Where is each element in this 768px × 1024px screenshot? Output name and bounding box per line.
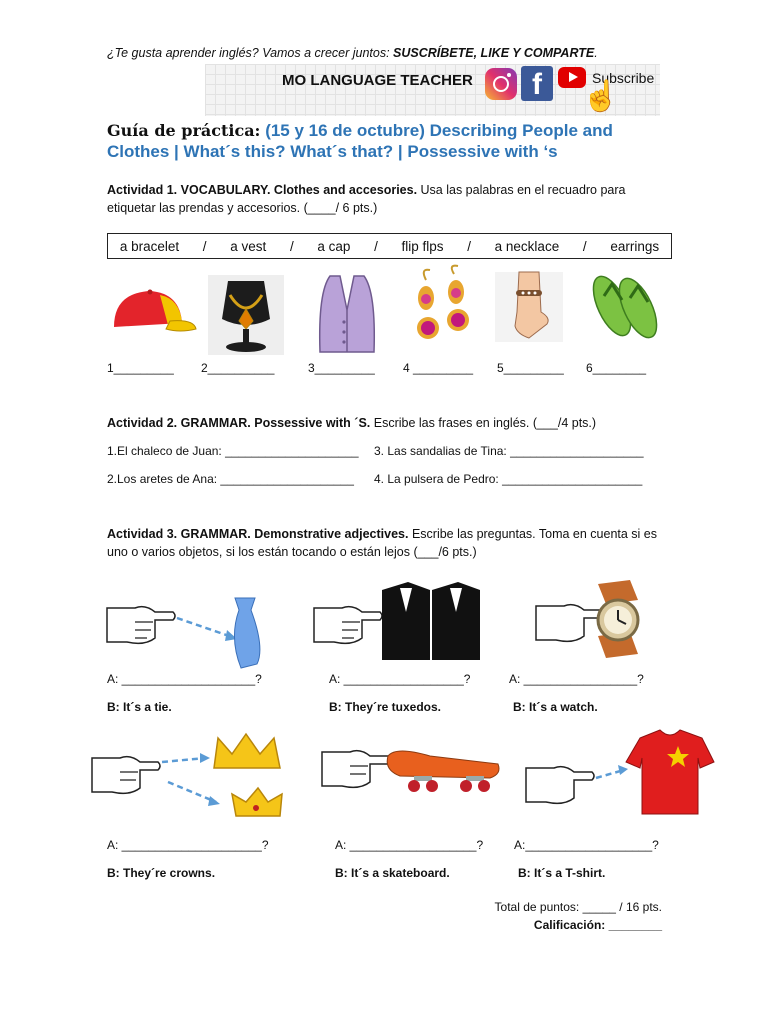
activity1-text: Usa las palabras en el recuadro para etiquetar las prendas y accesorios. (____/ 6 pts.) — [107, 183, 626, 215]
pointing-hand-icon — [107, 607, 175, 644]
word-bank-separator: / — [289, 238, 294, 254]
pointing-crowns-image — [90, 732, 300, 830]
vest-image — [314, 272, 380, 358]
subscribe-link[interactable]: Subscribe — [592, 70, 655, 86]
promo-cta: SUSCRÍBETE, LIKE Y COMPARTE — [393, 46, 595, 60]
label-blank-6[interactable]: 6________ — [586, 361, 647, 375]
brand-name: MO LANGUAGE TEACHER — [282, 72, 473, 89]
title-lead: Guía de práctica: — [107, 121, 261, 140]
page-title — [107, 120, 667, 162]
pointing-hand-icon — [314, 607, 382, 644]
label-blank-5[interactable]: 5_________ — [497, 361, 564, 375]
pointing-tshirt-image — [524, 728, 716, 816]
instagram-icon[interactable] — [485, 68, 517, 100]
promo-end: . — [594, 46, 598, 60]
word-bank-item: a cap — [317, 238, 351, 254]
pointing-skateboard-image — [320, 742, 502, 802]
answer-3: B: It´s a watch. — [513, 700, 598, 714]
pointing-tuxedos-image — [312, 582, 492, 662]
activity2-heading: Actividad 2. GRAMMAR. Possessive with ´S. — [107, 416, 371, 430]
word-bank-item: earrings — [610, 238, 660, 254]
answer-4: B: They´re crowns. — [107, 866, 216, 880]
word-bank-item: a vest — [230, 238, 267, 254]
word-bank-separator: / — [374, 238, 378, 254]
question-blank-6[interactable]: A:___________________? — [514, 838, 659, 852]
pointing-hand-icon — [322, 751, 390, 788]
possessive-item-2[interactable]: 2.Los aretes de Ana: ____________________ — [107, 472, 354, 486]
flip-flops-image — [590, 274, 662, 342]
promo-line — [107, 46, 598, 60]
word-bank-item: a bracelet — [119, 238, 180, 254]
possessive-item-3[interactable]: 3. Las sandalias de Tina: ____________________ — [374, 444, 644, 458]
pointing-tie-image — [105, 598, 285, 668]
label-blank-1[interactable]: 1_________ — [107, 361, 174, 375]
label-blank-2[interactable]: 2__________ — [201, 361, 275, 375]
possessive-item-1[interactable]: 1.El chaleco de Juan: ____________________ — [107, 444, 359, 458]
word-bank — [107, 233, 672, 259]
total-points[interactable]: Total de puntos: _____ / 16 pts. — [494, 900, 662, 914]
activity1-instructions — [107, 181, 672, 217]
answer-5: B: It´s a skateboard. — [335, 866, 450, 880]
question-blank-4[interactable]: A: _____________________? — [107, 838, 269, 852]
activity3-heading: Actividad 3. GRAMMAR. Demonstrative adjectives. — [107, 527, 409, 541]
grade[interactable]: Calificación: ________ — [533, 918, 662, 932]
word-bank-item: flip flps — [401, 238, 444, 254]
answer-1: B: It´s a tie. — [107, 700, 172, 714]
pointing-hand-icon — [526, 767, 594, 804]
activity1-heading: Actividad 1. VOCABULARY. Clothes and accesories. — [107, 183, 418, 197]
pointing-hand-icon — [92, 757, 160, 794]
answer-2: B: They´re tuxedos. — [329, 700, 442, 714]
word-bank-item: a necklace — [494, 238, 560, 254]
activity3-instructions — [107, 525, 672, 561]
word-bank-separator: / — [467, 238, 471, 254]
facebook-icon[interactable]: f — [521, 66, 553, 101]
activity3-text: Escribe las preguntas. Toma en cuenta si es uno o varios objetos, si los están tocando o están lejos (___/6 pts.) — [107, 527, 658, 559]
earrings-image — [408, 266, 476, 352]
possessive-item-4[interactable]: 4. La pulsera de Pedro: _____________________ — [374, 472, 643, 486]
activity2-instructions — [107, 414, 672, 432]
activity2-text: Escribe las frases en inglés. (___/4 pts.) — [370, 416, 597, 430]
label-blank-3[interactable]: 3_________ — [308, 361, 375, 375]
pointing-hand-icon — [536, 605, 604, 642]
promo-question: ¿Te gusta aprender inglés? Vamos a crecer juntos: — [107, 46, 394, 60]
answer-6: B: It´s a T-shirt. — [518, 866, 606, 880]
pointing-watch-image — [534, 580, 644, 660]
question-blank-1[interactable]: A: ____________________? — [107, 672, 262, 686]
word-bank-separator: / — [202, 238, 207, 254]
cap-image — [110, 285, 198, 345]
hand-cursor-icon: ☝ — [582, 80, 620, 113]
label-blank-4[interactable]: 4 _________ — [403, 361, 474, 375]
word-bank-separator: / — [582, 238, 587, 254]
question-blank-3[interactable]: A: _________________? — [509, 672, 644, 686]
bracelet-image — [495, 272, 563, 342]
necklace-image — [208, 275, 284, 355]
title-rest: (15 y 16 de octubre) Describing People and Clothes | What´s this? What´s that? | Possessive with ‘s — [107, 121, 613, 161]
question-blank-2[interactable]: A: __________________? — [329, 672, 471, 686]
question-blank-5[interactable]: A: ___________________? — [335, 838, 484, 852]
